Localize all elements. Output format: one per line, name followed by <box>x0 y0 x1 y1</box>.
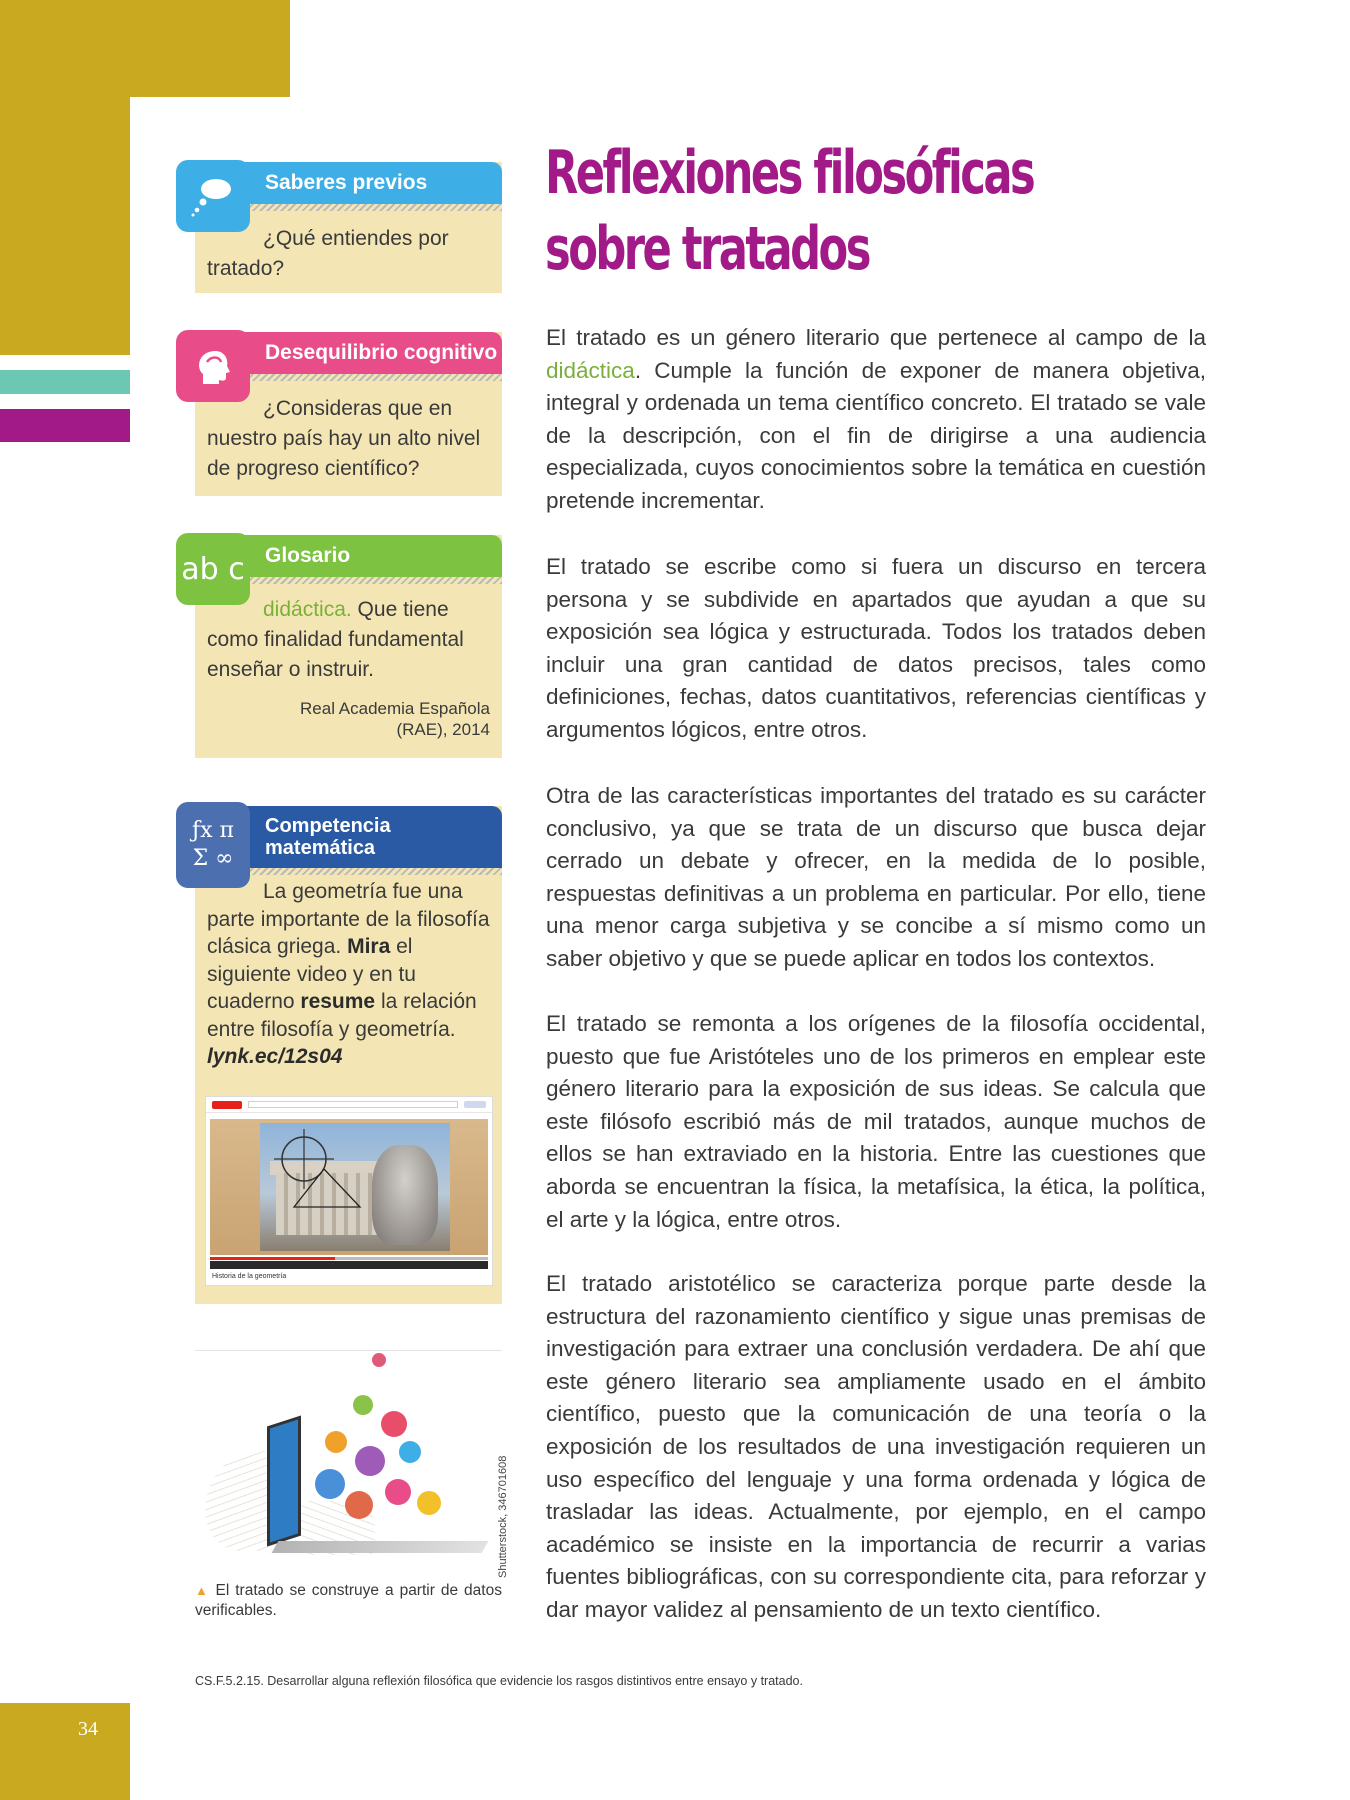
didactica-term: didáctica <box>546 357 635 383</box>
science-bubble-icon <box>315 1469 345 1499</box>
saberes-previos-text: ¿Qué entiendes por tratado? <box>207 227 449 280</box>
image-credit: Shutterstock, 346701608 <box>497 1455 509 1578</box>
image-caption: ▲ El tratado se construye a partir de datos verificables. <box>195 1582 502 1619</box>
science-bubble-icon <box>325 1431 347 1453</box>
science-bubble-icon <box>372 1353 386 1367</box>
video-scene <box>260 1123 450 1251</box>
philosopher-bust <box>372 1145 438 1245</box>
video-link[interactable]: lynk.ec/12s04 <box>207 1045 343 1068</box>
video-upload-button <box>464 1101 486 1108</box>
science-bubble-icon <box>355 1446 385 1476</box>
triangle-icon: ▲ <box>195 1583 210 1598</box>
video-progress-fill <box>210 1257 335 1260</box>
video-progress-bar[interactable] <box>210 1257 488 1260</box>
video-toolbar <box>206 1097 492 1113</box>
glosario-term: didáctica. <box>263 598 352 621</box>
book-laptop-illustration <box>195 1350 502 1570</box>
video-controls[interactable] <box>210 1261 488 1269</box>
competencia-label-line2: matemática <box>265 837 376 859</box>
science-bubble-icon <box>385 1479 411 1505</box>
math-symbols-icon: ƒx π Σ ∞ <box>176 802 250 888</box>
title-line-1: Reflexiones filosóficas <box>545 138 1034 208</box>
thought-cloud-icon <box>176 160 250 232</box>
page-title <box>545 135 1034 287</box>
curriculum-footnote: CS.F.5.2.15. Desarrollar alguna reflexión filosófica que evidencie los rasgos distintivos entre ensayo y tratado. <box>195 1674 803 1688</box>
teal-band <box>0 370 130 394</box>
science-bubble-icon <box>381 1411 407 1437</box>
video-screenshot[interactable] <box>205 1096 493 1286</box>
title-line-2: sobre tratados <box>545 214 869 284</box>
competencia-label-line1: Competencia <box>265 815 391 837</box>
gold-footer-block <box>0 1703 130 1800</box>
desequilibrio-cognitivo-box <box>195 332 502 496</box>
glosario-source: Real Academia Española (RAE), 2014 <box>300 699 490 739</box>
saberes-previos-box <box>195 162 502 293</box>
abc-letters-icon: ab c <box>176 533 250 605</box>
paragraph-5: El tratado aristotélico se caracteriza porque parte desde la estructura del razonamiento científico y sigue unas premisas de investigación para extraer una conclusión verdadera. De ahí que este género literario sea ampliamente usado en el ámbito científico, puesto que la comunicación de una teoría o la exposición de los resultados de una investigación requieren un uso específico del lenguaje y una forma ordenada y lógica de trasladar las ideas. Actualmente, por ejemplo, en el campo académico se insiste en la importancia de recurrir a varias fuentes bibliográficas, con su correspondiente cita, para reforzar y dar mayor validez al pensamiento de un texto científico. <box>546 1271 1206 1622</box>
saberes-previos-label: Saberes previos <box>265 171 428 194</box>
desequilibrio-cognitivo-text: ¿Consideras que en nuestro país hay un alto nivel de progreso científico? <box>207 397 481 480</box>
desequilibrio-cognitivo-label: Desequilibrio cognitivo <box>265 341 498 364</box>
competencia-text: La geometría fue una parte importante de la filosofía clásica griega. Mira el siguiente video y en tu cuaderno resume la relación entre filosofía y geometría. lynk.ec/12s04 <box>207 880 490 1068</box>
laptop-screen <box>267 1415 301 1546</box>
page-number: 34 <box>78 1718 98 1740</box>
glosario-definition: didáctica. Que tiene como finalidad fundamental enseñar o instruir. <box>207 598 464 681</box>
head-profile-icon <box>176 330 250 402</box>
paragraph-2: El tratado se escribe como si fuera un discurso en tercera persona y se subdivide en apartados que ayudan a que su exposición sea lógica y estructurada. Todos los tratados deben incluir una gran cantidad de datos precisos, tales como definiciones, fechas, datos cuantitativos, referencias científicas y argumentos lógicos, entre otros. <box>546 554 1206 742</box>
laptop-keyboard <box>272 1541 489 1553</box>
science-bubble-icon <box>399 1441 421 1463</box>
science-bubble-icon <box>417 1491 441 1515</box>
science-bubble-icon <box>345 1491 373 1519</box>
glosario-box <box>181 535 502 758</box>
video-title: Historia de la geometría <box>212 1273 287 1280</box>
magenta-band <box>0 409 130 442</box>
glosario-label: Glosario <box>265 544 351 567</box>
paragraph-3: Otra de las características importantes del tratado es su carácter conclusivo, ya que se trata de un discurso que busca dejar cerrado un debate y ofrecer, en la medida de lo posible, respuestas definitivas a un problema en particular. Por ello, tiene una menor carga subjetiva y se concibe a sí mismo como un saber objetivo y que se puede aplicar en todos los contextos. <box>546 783 1206 971</box>
paragraph-1: El tratado es un género literario que pertenece al campo de la didáctica. Cumple la función de exponer de manera objetiva, integral y ordenada un tema científico concreto. El tratado se vale de la descripción, con el fin de dirigirse a una audiencia especializada, cuyos conocimientos sobre la temática en cuestión pretende incrementar. <box>546 325 1206 513</box>
video-frame <box>210 1119 488 1255</box>
geometry-diagram-icon <box>274 1129 364 1209</box>
video-search-bar <box>248 1101 458 1108</box>
gold-side-block <box>0 0 130 355</box>
science-bubble-icon <box>353 1395 373 1415</box>
youtube-logo-icon <box>212 1101 242 1109</box>
paragraph-4: El tratado se remonta a los orígenes de la filosofía occidental, puesto que fue Aristóteles uno de los primeros en emplear este género literario para la exposición de sus ideas. Se calcula que este filósofo escribió más de mil tratados, aunque muchos de ellos se han extraviado en la historia. Entre las cuestiones que aborda se encuentran la física, la metafísica, la ética, la política, el arte y la lógica, entre otros. <box>546 1011 1206 1232</box>
competencia-matematica-box <box>191 806 502 1304</box>
